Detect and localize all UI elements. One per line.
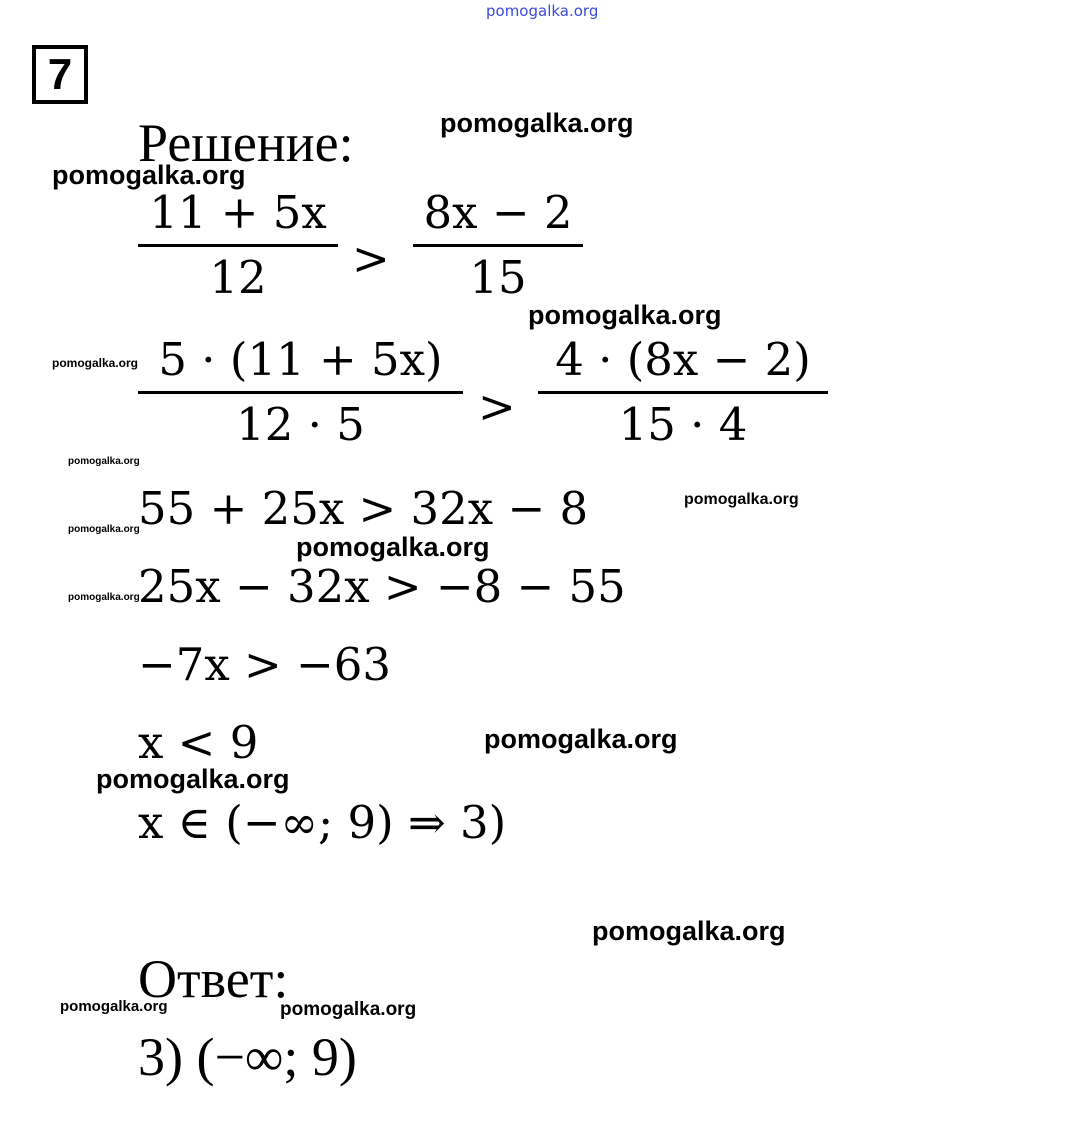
watermark: pomogalka.org	[296, 532, 490, 562]
solution-heading: Решение:	[138, 113, 354, 173]
step4-equation: 25x − 32x > −8 − 55	[138, 560, 626, 613]
step3-equation: 55 + 25x > 32x − 8	[138, 482, 589, 535]
watermark: pomogalka.org	[440, 108, 634, 138]
watermark: pomogalka.org	[96, 764, 290, 794]
step1-left-numerator: 11 + 5x	[149, 186, 327, 239]
step2-left-denominator: 12 · 5	[236, 398, 365, 451]
watermark: pomogalka.org	[484, 724, 678, 754]
step2-operator: >	[478, 380, 516, 433]
watermark: pomogalka.org	[52, 160, 246, 190]
watermark: pomogalka.org	[528, 300, 722, 330]
step5-equation: −7x > −63	[138, 638, 391, 691]
step1-right-denominator: 15	[469, 251, 527, 304]
fraction-bar	[413, 244, 583, 247]
problem-number-badge: 7	[32, 45, 88, 104]
watermark: pomogalka.org	[52, 356, 139, 370]
step2-right-fraction	[538, 333, 828, 452]
watermark: pomogalka.org	[592, 916, 786, 946]
step1-right-fraction	[413, 186, 583, 305]
watermark: pomogalka.org	[280, 999, 417, 1020]
answer-heading: Ответ:	[138, 949, 289, 1009]
step2-left-numerator: 5 · (11 + 5x)	[158, 333, 443, 386]
step1-left-fraction	[138, 186, 338, 305]
watermark: pomogalka.org	[684, 491, 799, 508]
watermark: pomogalka.org	[68, 592, 140, 603]
step2-right-denominator: 15 · 4	[618, 398, 748, 451]
watermark-top: pomogalka.org	[486, 2, 599, 20]
step2-right-numerator: 4 · (8x − 2)	[555, 333, 811, 386]
fraction-bar	[138, 244, 338, 247]
step6-equation: x < 9	[138, 716, 259, 769]
step1-operator: >	[352, 232, 390, 285]
step7-conclusion: x ∈ (−∞; 9) ⇒ 3)	[138, 796, 507, 849]
fraction-bar	[138, 391, 463, 394]
watermark: pomogalka.org	[68, 524, 140, 535]
step2-left-fraction	[138, 333, 463, 452]
step1-left-denominator: 12	[209, 251, 267, 304]
answer-value: 3) (−∞; 9)	[138, 1027, 357, 1087]
step1-right-numerator: 8x − 2	[423, 186, 573, 239]
fraction-bar	[538, 391, 828, 394]
watermark: pomogalka.org	[60, 998, 168, 1015]
watermark: pomogalka.org	[68, 456, 140, 467]
